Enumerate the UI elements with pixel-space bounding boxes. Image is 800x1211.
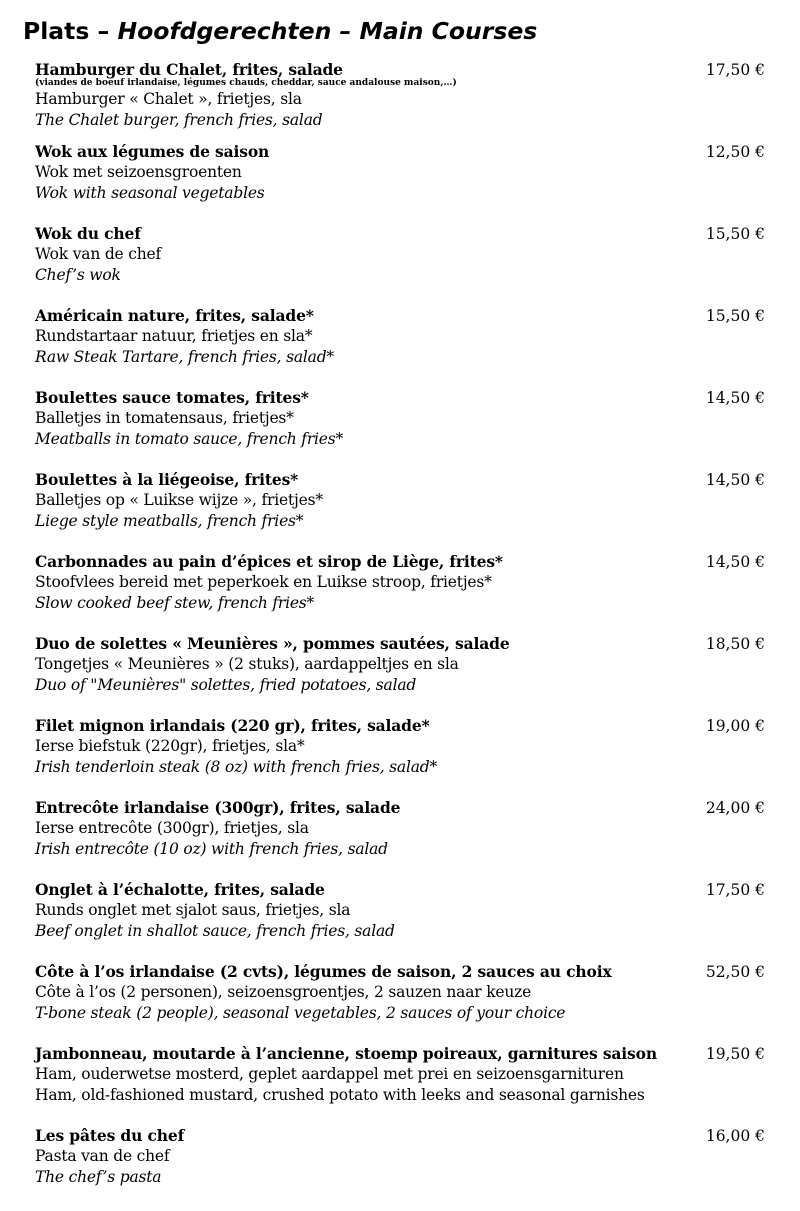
title-dutch-english: Hoofdgerechten – Main Courses: [117, 17, 538, 45]
dish-name-french: Filet mignon irlandais (220 gr), frites, salade*: [35, 716, 430, 735]
dish-name-english: The Chalet burger, french fries, salad: [35, 110, 323, 129]
dish-name-english: Wok with seasonal vegetables: [35, 183, 265, 202]
dish-name-dutch: Ham, ouderwetse mosterd, geplet aardappel met prei en seizoensgarnituren: [35, 1065, 624, 1083]
dish-price: 15,50 €: [705, 307, 765, 325]
menu-item: [35, 798, 765, 880]
dish-price: 12,50 €: [705, 143, 765, 161]
dish-name-dutch: Stoofvlees bereid met peperkoek en Luikse stroop, frietjes*: [35, 573, 492, 591]
menu-item: [35, 1044, 765, 1126]
dish-name-english: Slow cooked beef stew, french fries*: [35, 593, 315, 612]
dish-name-dutch: Pasta van de chef: [35, 1147, 170, 1165]
dish-name-dutch: Ierse biefstuk (220gr), frietjes, sla*: [35, 737, 305, 755]
dish-note: (viandes de boeuf irlandaise, légumes chauds, cheddar, sauce andalouse maison,…): [35, 78, 457, 88]
dish-name-french: Entrecôte irlandaise (300gr), frites, salade: [35, 798, 401, 817]
dish-name-french: Côte à l’os irlandaise (2 cvts), légumes de saison, 2 sauces au choix: [35, 962, 612, 981]
dish-name-french: Boulettes sauce tomates, frites*: [35, 388, 309, 407]
menu-item: [35, 634, 765, 716]
dish-price: 14,50 €: [705, 389, 765, 407]
dish-name-english: Liege style meatballs, french fries*: [35, 511, 304, 530]
dish-name-french: Duo de solettes « Meunières », pommes sautées, salade: [35, 634, 510, 653]
dish-name-french: Wok du chef: [35, 224, 141, 243]
menu-item: [35, 552, 765, 634]
dish-price: 19,00 €: [705, 717, 765, 735]
dish-name-english: Meatballs in tomato sauce, french fries*: [35, 429, 344, 448]
menu-item: [35, 388, 765, 470]
dish-name-french: Boulettes à la liégeoise, frites*: [35, 470, 299, 489]
dish-name-dutch: Balletjes op « Luikse wijze », frietjes*: [35, 491, 323, 509]
dish-name-dutch: Tongetjes « Meunières » (2 stuks), aardappeltjes en sla: [35, 655, 459, 673]
dish-price: 14,50 €: [705, 553, 765, 571]
dish-name-dutch: Balletjes in tomatensaus, frietjes*: [35, 409, 294, 427]
dish-name-dutch: Runds onglet met sjalot saus, frietjes, sla: [35, 901, 351, 919]
dish-price: 14,50 €: [705, 471, 765, 489]
dish-name-dutch: Wok van de chef: [35, 245, 162, 263]
dish-price: 17,50 €: [705, 61, 765, 79]
menu-item: [35, 962, 765, 1044]
menu-item: [35, 224, 765, 306]
dish-name-english: Ham, old-fashioned mustard, crushed potato with leeks and seasonal garnishes: [35, 1085, 645, 1104]
dish-name-dutch: Hamburger « Chalet », frietjes, sla: [35, 90, 302, 108]
menu-item: [35, 716, 765, 798]
dish-name-french: Onglet à l’échalotte, frites, salade: [35, 880, 325, 899]
dish-price: 52,50 €: [705, 963, 765, 981]
menu-item: [35, 306, 765, 388]
menu-item: [35, 1126, 765, 1208]
dish-name-english: Beef onglet in shallot sauce, french fries, salad: [35, 921, 395, 940]
dish-name-french: Wok aux légumes de saison: [35, 142, 270, 161]
dish-price: 19,50 €: [705, 1045, 765, 1063]
menu-item: [35, 60, 765, 142]
dish-name-english: T-bone steak (2 people), seasonal vegetables, 2 sauces of your choice: [35, 1003, 566, 1022]
menu-item: [35, 880, 765, 962]
dish-price: 18,50 €: [705, 635, 765, 653]
dish-name-english: Irish tenderloin steak (8 oz) with french fries, salad*: [35, 757, 438, 776]
title-french: Plats –: [23, 17, 118, 45]
dish-price: 16,00 €: [705, 1127, 765, 1145]
dish-name-dutch: Wok met seizoensgroenten: [35, 163, 242, 181]
dish-price: 17,50 €: [705, 881, 765, 899]
menu-item: [35, 142, 765, 224]
dish-name-french: Jambonneau, moutarde à l’ancienne, stoemp poireaux, garnitures saison: [35, 1044, 657, 1063]
dish-name-french: Carbonnades au pain d’épices et sirop de Liège, frites*: [35, 552, 503, 571]
dish-name-dutch: Côte à l’os (2 personen), seizoensgroentjes, 2 sauzen naar keuze: [35, 983, 532, 1001]
dish-name-english: Irish entrecôte (10 oz) with french fries, salad: [35, 839, 388, 858]
dish-name-dutch: Ierse entrecôte (300gr), frietjes, sla: [35, 819, 309, 837]
dish-name-english: Duo of "Meunières" solettes, fried potatoes, salad: [35, 675, 417, 694]
dish-price: 15,50 €: [705, 225, 765, 243]
dish-name-french: Américain nature, frites, salade*: [35, 306, 314, 325]
dish-name-french: Les pâtes du chef: [35, 1126, 185, 1145]
dish-name-dutch: Rundstartaar natuur, frietjes en sla*: [35, 327, 313, 345]
dish-name-english: Chef’s wok: [35, 265, 121, 284]
dish-price: 24,00 €: [705, 799, 765, 817]
menu-item: [35, 470, 765, 552]
dish-name-english: Raw Steak Tartare, french fries, salad*: [35, 347, 334, 366]
page-title: [23, 16, 537, 46]
dish-name-english: The chef’s pasta: [35, 1167, 162, 1186]
menu-items-list: [35, 60, 765, 1208]
dish-name-french: Hamburger du Chalet, frites, salade: [35, 60, 343, 79]
